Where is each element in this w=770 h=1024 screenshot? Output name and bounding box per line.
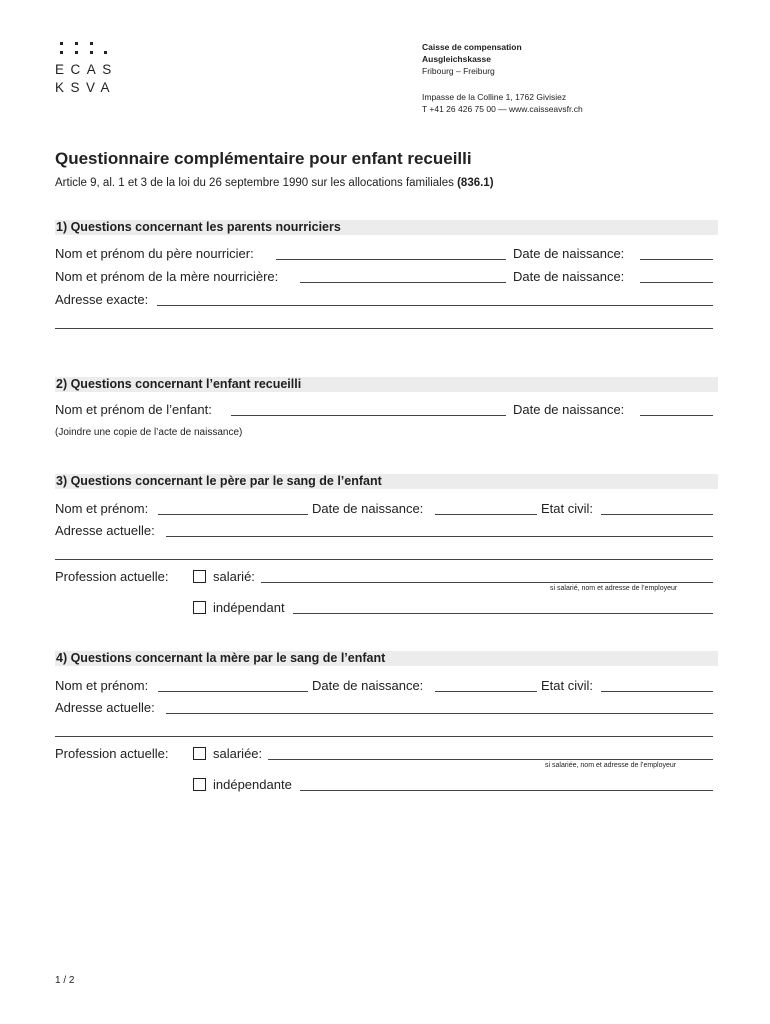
mother-independent-field[interactable] xyxy=(300,790,713,791)
father-civil-label: Etat civil: xyxy=(541,501,594,516)
child-birth-field[interactable] xyxy=(640,415,713,416)
child-birth-label: Date de naissance: xyxy=(513,402,625,417)
page-subtitle xyxy=(55,177,494,189)
father-name-field[interactable] xyxy=(158,514,308,515)
mother-address-label: Adresse actuelle: xyxy=(55,700,155,715)
logo-dots xyxy=(57,40,109,56)
mother-civil-field[interactable] xyxy=(601,691,713,692)
org-name-fr: Caisse de compensation xyxy=(422,42,522,52)
mother-birth-field[interactable] xyxy=(435,691,537,692)
father-employed-checkbox[interactable] xyxy=(193,570,206,583)
child-name-field[interactable] xyxy=(231,415,506,416)
section-2-heading: 2) Questions concernant l’enfant recueilli xyxy=(55,377,718,392)
foster-mother-label: Nom et prénom de la mère nourricière: xyxy=(55,269,279,284)
mother-independent-label: indépendante xyxy=(213,777,292,792)
mother-address-field[interactable] xyxy=(166,713,713,714)
mother-name-label: Nom et prénom: xyxy=(55,678,149,693)
logo-text-line2: KSVA xyxy=(55,80,117,95)
father-employer-note: si salarié, nom et adresse de l’employeur xyxy=(550,585,678,592)
foster-address-label: Adresse exacte: xyxy=(55,292,149,307)
foster-address-field-2[interactable] xyxy=(55,328,713,329)
father-profession-label: Profession actuelle: xyxy=(55,569,169,584)
birth-certificate-note: (Joindre une copie de l’acte de naissance) xyxy=(55,427,243,438)
father-birth-field[interactable] xyxy=(435,514,537,515)
mother-civil-label: Etat civil: xyxy=(541,678,594,693)
mother-employed-checkbox[interactable] xyxy=(193,747,206,760)
father-address-field[interactable] xyxy=(166,536,713,537)
org-city: Fribourg – Freiburg xyxy=(422,66,495,76)
org-address: Impasse de la Colline 1, 1762 Givisiez xyxy=(422,92,567,102)
mother-name-field[interactable] xyxy=(158,691,308,692)
mother-profession-label: Profession actuelle: xyxy=(55,746,169,761)
subtitle-text: Article 9, al. 1 et 3 de la loi du 26 septembre 1990 sur les allocations familiales xyxy=(55,177,454,189)
mother-birth-label: Date de naissance: xyxy=(312,678,424,693)
father-employer-field[interactable] xyxy=(261,582,713,583)
father-name-label: Nom et prénom: xyxy=(55,501,149,516)
org-contact: T +41 26 426 75 00 — www.caisseavsfr.ch xyxy=(422,104,583,114)
father-birth-label: Date de naissance: xyxy=(312,501,424,516)
section-1-heading: 1) Questions concernant les parents nourriciers xyxy=(55,220,718,235)
foster-mother-birth-label: Date de naissance: xyxy=(513,269,625,284)
mother-independent-checkbox[interactable] xyxy=(193,778,206,791)
child-name-label: Nom et prénom de l’enfant: xyxy=(55,402,212,417)
org-name-de: Ausgleichskasse xyxy=(422,54,491,64)
section-3-heading: 3) Questions concernant le père par le sang de l’enfant xyxy=(55,474,718,489)
page-number: 1 / 2 xyxy=(55,975,75,986)
mother-employed-label: salariée: xyxy=(213,746,263,761)
foster-father-birth-label: Date de naissance: xyxy=(513,246,625,261)
foster-mother-field[interactable] xyxy=(300,282,506,283)
foster-father-label: Nom et prénom du père nourricier: xyxy=(55,246,254,261)
foster-father-birth-field[interactable] xyxy=(640,259,713,260)
logo-text-line1: ECAS xyxy=(55,62,118,77)
mother-address-field-2[interactable] xyxy=(55,736,713,737)
foster-address-field[interactable] xyxy=(157,305,713,306)
father-civil-field[interactable] xyxy=(601,514,713,515)
page-title: Questionnaire complémentaire pour enfant recueilli xyxy=(55,149,472,168)
father-independent-checkbox[interactable] xyxy=(193,601,206,614)
father-address-label: Adresse actuelle: xyxy=(55,523,155,538)
foster-mother-birth-field[interactable] xyxy=(640,282,713,283)
subtitle-ref: (836.1) xyxy=(457,177,494,189)
mother-employer-field[interactable] xyxy=(268,759,713,760)
mother-employer-note: si salariée, nom et adresse de l’employeur xyxy=(545,762,677,769)
father-independent-label: indépendant xyxy=(213,600,285,615)
father-independent-field[interactable] xyxy=(293,613,713,614)
father-address-field-2[interactable] xyxy=(55,559,713,560)
section-4-heading: 4) Questions concernant la mère par le sang de l’enfant xyxy=(55,651,718,666)
foster-father-field[interactable] xyxy=(276,259,506,260)
father-employed-label: salarié: xyxy=(213,569,255,584)
